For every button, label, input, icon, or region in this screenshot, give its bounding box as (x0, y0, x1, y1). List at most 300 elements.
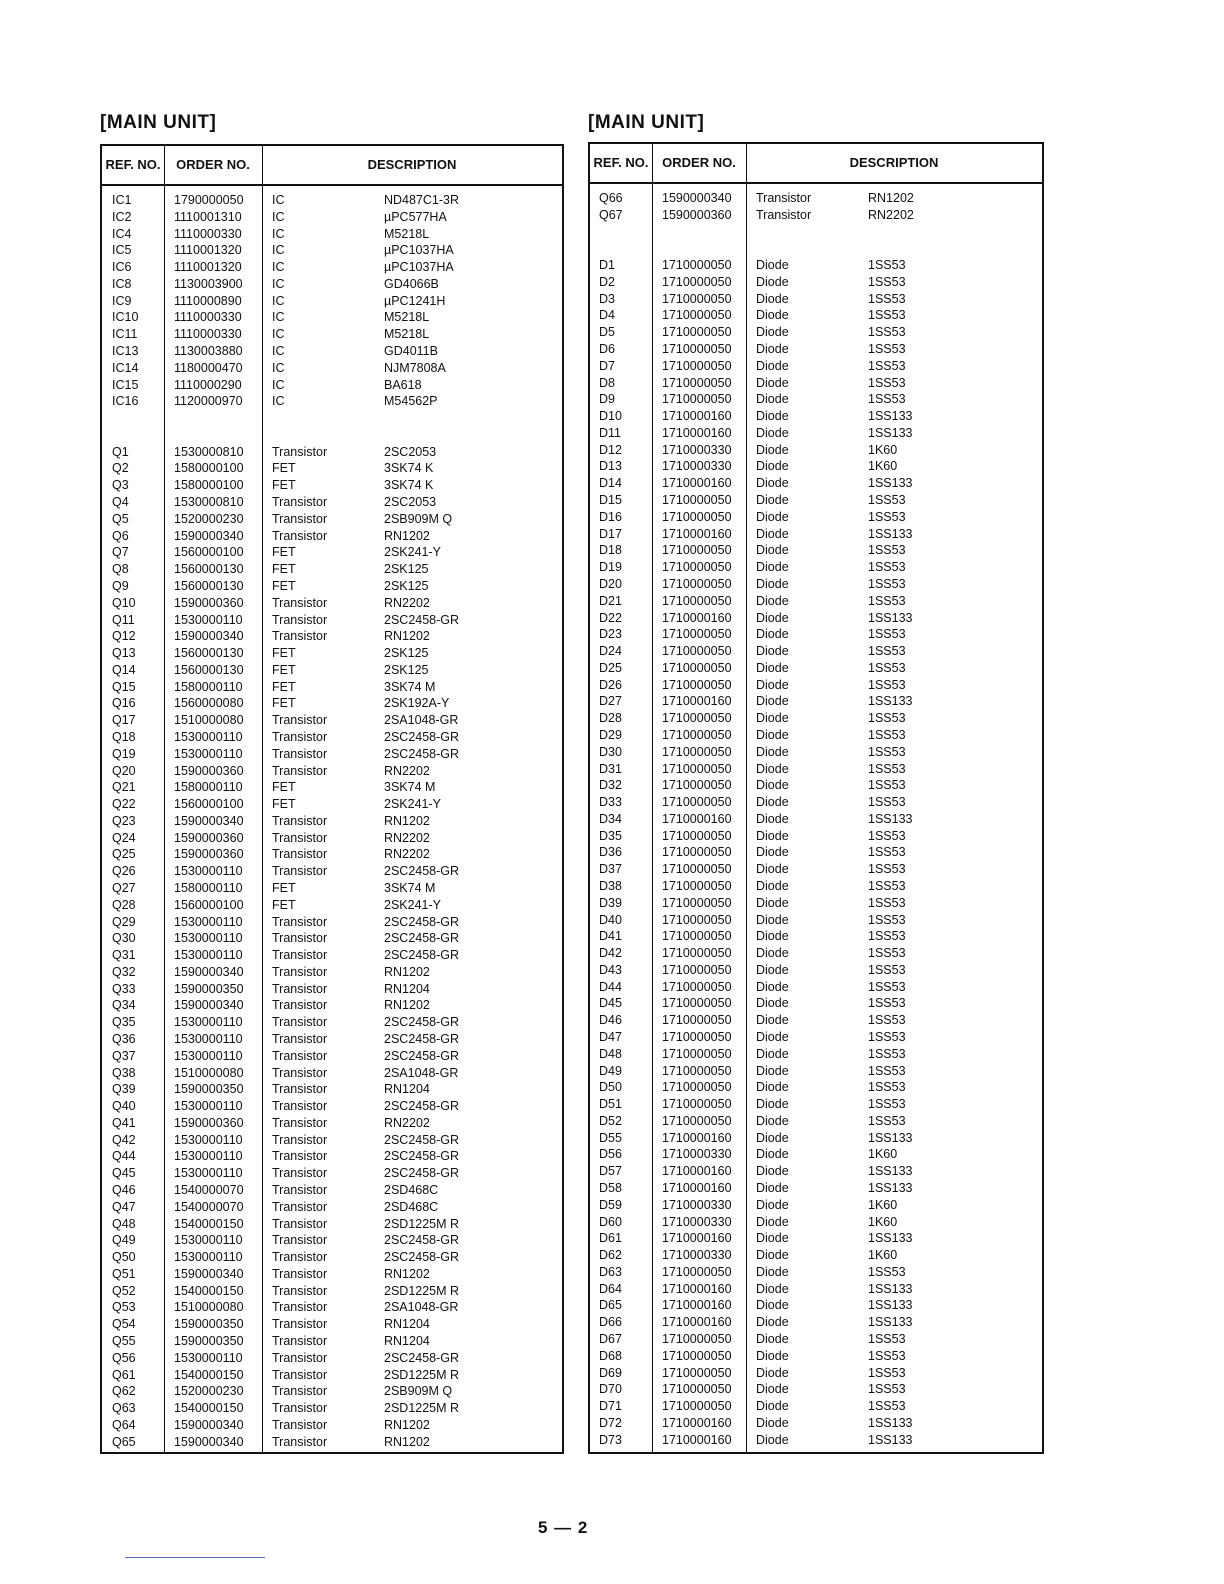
part-number-cell: 1K60 (868, 1197, 898, 1212)
order-no-cell: 1710000050 (662, 274, 732, 289)
order-no-cell: 1590000360 (174, 763, 244, 778)
order-no-cell: 1710000050 (662, 358, 732, 373)
ref-no-cell: D1 (599, 258, 615, 273)
ref-no-cell: D18 (599, 543, 622, 558)
part-number-cell: RN1202 (384, 998, 430, 1013)
table-row (590, 1130, 1042, 1146)
table-row (102, 830, 562, 846)
part-type-cell: Transistor (272, 914, 328, 929)
part-type-cell: Transistor (272, 1132, 328, 1147)
ref-no-cell: D15 (599, 493, 622, 508)
ref-no-cell: D59 (599, 1197, 622, 1212)
part-number-cell: RN1202 (384, 1266, 430, 1281)
table-row (590, 240, 1042, 256)
table-row (590, 660, 1042, 676)
table-row (102, 1115, 562, 1131)
part-number-cell: 2SC2458-GR (384, 931, 460, 946)
table-row (590, 224, 1042, 240)
part-number-cell: 2SC2458-GR (384, 1015, 460, 1030)
part-type-cell: Transistor (272, 612, 328, 627)
order-no-cell: 1530000110 (174, 1132, 243, 1147)
part-number-cell: 1SS53 (868, 627, 906, 642)
part-type-cell: Transistor (272, 1350, 328, 1365)
table-row (590, 979, 1042, 995)
order-no-cell: 1540000150 (174, 1367, 244, 1382)
table-row (590, 744, 1042, 760)
ref-no-cell: IC15 (112, 377, 139, 392)
table-row (102, 712, 562, 728)
part-number-cell: 2SC2458-GR (384, 864, 460, 879)
ref-no-cell: D44 (599, 979, 622, 994)
part-type-cell: IC (272, 193, 285, 207)
order-no-cell: 1710000160 (662, 409, 732, 424)
part-type-cell: Diode (756, 660, 789, 675)
order-no-cell: 1710000050 (662, 996, 732, 1011)
order-no-cell: 1180000470 (174, 360, 243, 375)
ref-no-cell: IC6 (112, 260, 132, 275)
order-no-cell: 1710000050 (662, 862, 732, 877)
part-number-cell: 1SS53 (868, 895, 906, 910)
part-number-cell: M5218L (384, 327, 430, 342)
order-no-cell: 1710000050 (662, 795, 732, 810)
part-number-cell: 2SD1225M R (384, 1401, 460, 1416)
ref-no-cell: Q22 (112, 797, 136, 812)
order-no-cell: 1710000050 (662, 677, 732, 692)
order-no-cell: 1710000050 (662, 543, 732, 558)
ref-no-cell: Q27 (112, 880, 136, 895)
table-row (102, 1232, 562, 1248)
part-type-cell: Transistor (272, 1099, 328, 1114)
part-type-cell: Transistor (272, 1082, 328, 1097)
order-no-cell: 1530000110 (174, 1149, 243, 1164)
part-number-cell: 1SS53 (868, 878, 906, 893)
ref-no-cell: Q50 (112, 1250, 136, 1265)
ref-no-cell: D31 (599, 761, 622, 776)
part-type-cell: Diode (756, 912, 789, 927)
table-row (590, 475, 1042, 491)
part-type-cell: Diode (756, 1298, 789, 1313)
table-row (590, 1146, 1042, 1162)
part-type-cell: Diode (756, 711, 789, 726)
part-number-cell: 1SS53 (868, 593, 906, 608)
table-header (590, 144, 1042, 184)
ref-no-cell: D37 (599, 862, 622, 877)
ref-no-cell: Q12 (112, 629, 136, 644)
ref-no-cell: D22 (599, 610, 622, 625)
table-row (102, 276, 562, 292)
part-type-cell: Diode (756, 996, 789, 1011)
order-no-cell: 1710000050 (662, 291, 732, 306)
table-row (590, 693, 1042, 709)
part-type-cell: FET (272, 578, 296, 593)
table-row (590, 928, 1042, 944)
part-number-cell: RN1202 (384, 1434, 430, 1449)
order-no-cell: 1590000360 (662, 207, 732, 222)
part-number-cell: 1SS133 (868, 610, 913, 625)
part-number-cell: 1SS133 (868, 1432, 913, 1447)
order-no-cell: 1120000970 (174, 394, 243, 409)
part-type-cell: Transistor (272, 1216, 328, 1231)
order-no-cell: 1110000330 (174, 310, 242, 325)
part-number-cell: 2SC2458-GR (384, 746, 460, 761)
part-number-cell: 2SK241-Y (384, 897, 441, 912)
part-type-cell: Transistor (272, 1300, 328, 1315)
part-type-cell: Diode (756, 1063, 789, 1078)
part-number-cell: 2SC2053 (384, 495, 437, 510)
order-no-header: ORDER NO. (662, 155, 736, 170)
part-number-cell: GD4011B (384, 344, 438, 359)
part-number-cell: 3SK74 M (384, 880, 436, 895)
part-type-cell: IC (272, 327, 285, 342)
part-number-cell: 1SS53 (868, 979, 906, 994)
part-number-cell: 1SS53 (868, 274, 906, 289)
part-number-cell: 1SS53 (868, 660, 906, 675)
ref-no-cell: Q54 (112, 1317, 136, 1332)
part-number-cell: 1SS53 (868, 1264, 906, 1279)
order-no-cell: 1110000330 (174, 327, 242, 342)
part-type-cell: Diode (756, 325, 789, 340)
part-number-cell: 1SS53 (868, 962, 906, 977)
part-type-cell: Transistor (272, 729, 328, 744)
ref-no-cell: IC10 (112, 310, 139, 325)
order-no-cell: 1530000110 (174, 1233, 243, 1248)
part-type-cell: FET (272, 797, 296, 812)
part-type-cell: IC (272, 243, 285, 258)
order-no-cell: 1710000160 (662, 1181, 732, 1196)
order-no-cell: 1710000050 (662, 761, 732, 776)
part-type-cell: Transistor (272, 595, 328, 610)
part-type-cell: Diode (756, 677, 789, 692)
table-row (102, 964, 562, 980)
part-type-cell: Diode (756, 1181, 789, 1196)
table-row (590, 324, 1042, 340)
part-type-cell: Diode (756, 1281, 789, 1296)
table-row (102, 410, 562, 426)
part-type-cell: Diode (756, 744, 789, 759)
order-no-cell: 1580000100 (174, 478, 244, 493)
right-section-title: [MAIN UNIT] (588, 112, 705, 133)
part-number-cell: 2SK125 (384, 562, 429, 577)
ref-no-cell: D50 (599, 1080, 622, 1095)
table-row (590, 509, 1042, 525)
ref-no-cell: Q37 (112, 1048, 136, 1063)
part-number-cell: 1SS53 (868, 1013, 906, 1028)
table-row (102, 695, 562, 711)
part-number-cell: M54562P (384, 394, 438, 409)
ref-no-cell: D7 (599, 358, 615, 373)
order-no-cell: 1530000110 (174, 729, 243, 744)
table-row (102, 645, 562, 661)
part-number-cell: 1SS53 (868, 912, 906, 927)
ref-no-cell: D9 (599, 392, 615, 407)
table-row (590, 878, 1042, 894)
order-no-header: ORDER NO. (176, 157, 250, 172)
order-no-cell: 1110000330 (174, 226, 242, 241)
part-number-cell: 1SS53 (868, 644, 906, 659)
table-row (590, 912, 1042, 928)
ref-no-cell: D38 (599, 878, 622, 893)
part-type-cell: Transistor (272, 998, 328, 1013)
part-type-cell: Transistor (272, 528, 328, 543)
order-no-cell: 1710000160 (662, 610, 732, 625)
part-number-cell: RN1202 (384, 964, 430, 979)
part-type-cell: Diode (756, 1214, 789, 1229)
part-type-cell: Diode (756, 761, 789, 776)
ref-no-cell: D35 (599, 828, 622, 843)
ref-no-cell: Q67 (599, 207, 623, 222)
part-number-cell: 1K60 (868, 1248, 898, 1263)
part-number-cell: 1SS53 (868, 677, 906, 692)
ref-no-cell: IC1 (112, 193, 132, 207)
ref-no-cell: Q47 (112, 1199, 136, 1214)
part-number-cell: µPC1037HA (384, 243, 454, 258)
part-number-cell: 2SK241-Y (384, 545, 441, 560)
ref-no-cell: Q38 (112, 1065, 136, 1080)
order-no-cell: 1710000050 (662, 576, 732, 591)
order-no-cell: 1710000050 (662, 845, 732, 860)
part-type-cell: Diode (756, 1080, 789, 1095)
ref-no-cell: Q45 (112, 1166, 136, 1181)
ref-no-cell: D62 (599, 1248, 622, 1263)
part-type-cell: Diode (756, 1046, 789, 1061)
part-type-cell: Diode (756, 1197, 789, 1212)
order-no-cell: 1130003880 (174, 344, 243, 359)
table-row (590, 542, 1042, 558)
part-number-cell: 2SA1048-GR (384, 1065, 459, 1080)
part-number-cell: 2SC2458-GR (384, 1233, 460, 1248)
table-row (102, 1249, 562, 1265)
part-type-cell: IC (272, 293, 285, 308)
order-no-cell: 1530000110 (174, 914, 243, 929)
order-no-cell: 1530000110 (174, 1099, 243, 1114)
table-row (590, 408, 1042, 424)
part-number-cell: µPC577HA (384, 209, 447, 224)
table-row (590, 1297, 1042, 1313)
order-no-cell: 1110000890 (174, 293, 242, 308)
part-type-cell: Diode (756, 593, 789, 608)
part-number-cell: 1SS133 (868, 1315, 913, 1330)
part-type-cell: Diode (756, 543, 789, 558)
part-number-cell: 1SS53 (868, 576, 906, 591)
part-type-cell: Transistor (272, 1048, 328, 1063)
part-type-cell: Transistor (272, 1015, 328, 1030)
order-no-cell: 1710000330 (662, 1248, 732, 1263)
ref-no-cell: D72 (599, 1415, 622, 1430)
order-no-cell: 1590000360 (174, 830, 244, 845)
ref-no-cell: D57 (599, 1164, 622, 1179)
part-number-cell: 1SS53 (868, 308, 906, 323)
ref-no-cell: D25 (599, 660, 622, 675)
part-type-cell: Diode (756, 778, 789, 793)
part-type-cell: FET (272, 562, 296, 577)
part-type-cell: Diode (756, 694, 789, 709)
part-number-cell: RN2202 (868, 207, 914, 222)
part-type-cell: Diode (756, 425, 789, 440)
ref-no-cell: D66 (599, 1315, 622, 1330)
part-type-cell: Transistor (756, 191, 812, 205)
table-row (590, 643, 1042, 659)
ref-no-cell: D70 (599, 1382, 622, 1397)
left-parts-table (100, 144, 564, 1454)
table-row (102, 343, 562, 359)
table-row (102, 796, 562, 812)
ref-no-cell: D58 (599, 1181, 622, 1196)
ref-no-cell: Q28 (112, 897, 136, 912)
order-no-cell: 1710000160 (662, 1432, 732, 1447)
part-type-cell: FET (272, 679, 296, 694)
part-type-cell: Transistor (272, 964, 328, 979)
order-no-cell: 1590000350 (174, 1082, 244, 1097)
part-number-cell: 3SK74 K (384, 478, 434, 493)
ref-no-cell: D27 (599, 694, 622, 709)
ref-no-cell: Q14 (112, 662, 136, 677)
table-row (590, 375, 1042, 391)
ref-no-cell: D10 (599, 409, 622, 424)
table-row (590, 761, 1042, 777)
part-number-cell: 2SK125 (384, 662, 429, 677)
order-no-cell: 1590000340 (174, 1266, 244, 1281)
part-type-cell: Diode (756, 392, 789, 407)
order-no-cell: 1110000290 (174, 377, 242, 392)
ref-no-cell: Q30 (112, 931, 136, 946)
order-no-cell: 1530000810 (174, 495, 244, 510)
ref-no-cell: D6 (599, 342, 615, 357)
table-row (590, 1432, 1042, 1448)
ref-no-cell: D21 (599, 593, 622, 608)
table-row (102, 612, 562, 628)
part-number-cell: 2SD1225M R (384, 1283, 460, 1298)
part-type-cell: Diode (756, 1013, 789, 1028)
part-number-cell: 1SS53 (868, 493, 906, 508)
ref-no-cell: IC4 (112, 226, 132, 241)
part-number-cell: 2SD1225M R (384, 1216, 460, 1231)
ref-no-cell: D51 (599, 1097, 622, 1112)
part-number-cell: 1SS53 (868, 828, 906, 843)
order-no-cell: 1710000050 (662, 979, 732, 994)
table-row (590, 458, 1042, 474)
part-number-cell: 2SC2053 (384, 444, 437, 459)
part-type-cell: IC (272, 377, 285, 392)
order-no-cell: 1560000100 (174, 897, 244, 912)
table-row (102, 242, 562, 258)
part-type-cell: Diode (756, 979, 789, 994)
part-type-cell: Diode (756, 962, 789, 977)
ref-no-cell: Q29 (112, 914, 136, 929)
order-no-cell: 1530000110 (174, 1032, 243, 1046)
table-row (102, 209, 562, 225)
table-row (590, 1113, 1042, 1129)
part-type-cell: Diode (756, 862, 789, 877)
table-row (102, 1367, 562, 1383)
part-type-cell: Diode (756, 576, 789, 591)
table-row (590, 1163, 1042, 1179)
ref-no-cell: D55 (599, 1130, 622, 1145)
table-row (590, 962, 1042, 978)
table-row (102, 981, 562, 997)
order-no-cell: 1580000110 (174, 880, 243, 895)
ref-no-cell: D24 (599, 644, 622, 659)
part-number-cell: 1SS53 (868, 1097, 906, 1112)
ref-no-cell: IC16 (112, 394, 139, 409)
part-type-cell: Diode (756, 1315, 789, 1330)
part-type-cell: Diode (756, 627, 789, 642)
part-number-cell: ND487C1-3R (384, 193, 460, 207)
part-type-cell: FET (272, 461, 296, 476)
order-no-cell: 1710000050 (662, 509, 732, 524)
order-no-cell: 1710000050 (662, 1382, 732, 1397)
table-row (102, 1165, 562, 1181)
ref-no-cell: D43 (599, 962, 622, 977)
part-type-cell: IC (272, 226, 285, 241)
part-type-cell: Transistor (272, 495, 328, 510)
part-number-cell: RN1204 (384, 981, 430, 996)
table-row (102, 444, 562, 460)
part-type-cell: Diode (756, 1097, 789, 1112)
part-number-cell: 1SS133 (868, 1181, 913, 1196)
table-row (590, 1281, 1042, 1297)
ref-no-cell: D73 (599, 1432, 622, 1447)
part-number-cell: 1SS133 (868, 1298, 913, 1313)
ref-no-cell: D26 (599, 677, 622, 692)
part-number-cell: RN1204 (384, 1317, 430, 1332)
part-type-cell: Diode (756, 811, 789, 826)
table-row (102, 846, 562, 862)
ref-no-cell: D16 (599, 509, 622, 524)
table-row (590, 677, 1042, 693)
table-row (590, 341, 1042, 357)
ref-no-cell: D29 (599, 727, 622, 742)
table-row (590, 1331, 1042, 1347)
ref-no-cell: Q48 (112, 1216, 136, 1231)
part-number-cell: 1SS53 (868, 560, 906, 575)
ref-no-cell: Q33 (112, 981, 136, 996)
part-type-cell: Transistor (272, 847, 328, 862)
part-type-cell: Transistor (272, 864, 328, 879)
part-number-cell: 1SS53 (868, 1399, 906, 1414)
table-row (102, 192, 562, 208)
order-no-cell: 1530000110 (174, 1015, 243, 1030)
table-row (102, 393, 562, 409)
order-no-cell: 1590000340 (174, 1417, 244, 1432)
part-type-cell: Transistor (272, 629, 328, 644)
ref-no-cell: Q7 (112, 545, 129, 560)
part-number-cell: 1SS53 (868, 291, 906, 306)
part-number-cell: 1SS53 (868, 543, 906, 558)
order-no-cell: 1560000130 (174, 578, 244, 593)
table-row (590, 1063, 1042, 1079)
order-no-cell: 1710000050 (662, 878, 732, 893)
part-number-cell: 2SC2458-GR (384, 612, 460, 627)
order-no-cell: 1530000110 (174, 1048, 243, 1063)
table-row (102, 578, 562, 594)
part-type-cell: Transistor (272, 830, 328, 845)
order-no-cell: 1590000350 (174, 1317, 244, 1332)
ref-no-cell: Q4 (112, 495, 129, 510)
order-no-cell: 1540000150 (174, 1401, 244, 1416)
ref-no-cell: Q44 (112, 1149, 136, 1164)
part-number-cell: 1SS133 (868, 694, 913, 709)
part-type-cell: Diode (756, 878, 789, 893)
table-row (590, 710, 1042, 726)
ref-no-cell: D69 (599, 1365, 622, 1380)
order-no-cell: 1710000160 (662, 1281, 732, 1296)
table-row (590, 1029, 1042, 1045)
order-no-cell: 1590000340 (662, 191, 732, 205)
part-type-cell: Diode (756, 1432, 789, 1447)
part-number-cell: 1SS53 (868, 1080, 906, 1095)
part-type-cell: Transistor (272, 948, 328, 963)
order-no-cell: 1110001310 (174, 209, 242, 224)
